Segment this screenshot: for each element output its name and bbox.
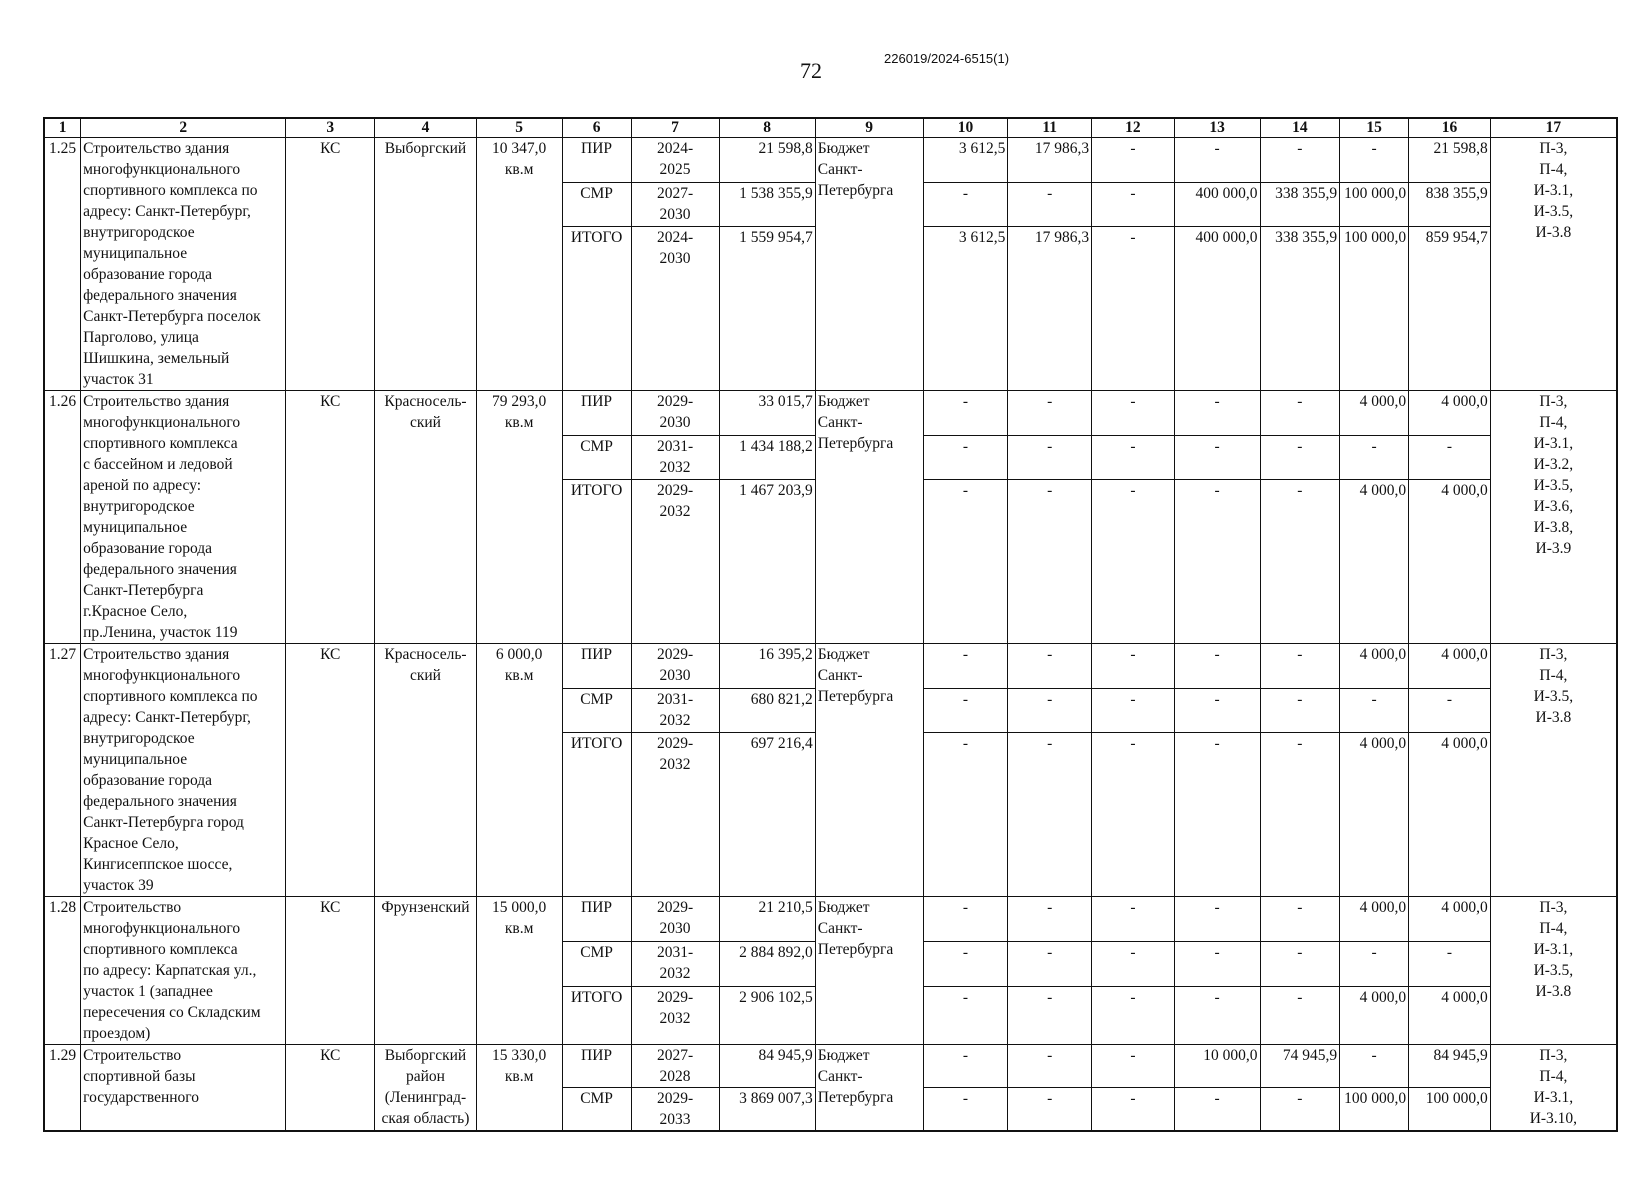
total-cost: 2 884 892,0 [719, 941, 815, 986]
value-14: 338 355,9 [1260, 227, 1340, 391]
measure-codes: П-3, П-4, И-3.5, И-3.8 [1490, 644, 1617, 897]
value-10: - [923, 182, 1008, 227]
value-10: - [923, 435, 1008, 480]
value-10: - [923, 897, 1008, 942]
value-11: - [1008, 1045, 1092, 1088]
value-13: - [1174, 480, 1260, 644]
row-number: 1.27 [44, 644, 81, 897]
total-cost: 16 395,2 [719, 644, 815, 689]
measure-codes: П-3, П-4, И-3.1, И-3.5, И-3.8 [1490, 138, 1617, 391]
value-13: - [1174, 644, 1260, 689]
value-11: - [1008, 733, 1092, 897]
value-13: - [1174, 986, 1260, 1044]
value-10: - [923, 644, 1008, 689]
total-cost: 1 434 188,2 [719, 435, 815, 480]
stage: СМР [562, 435, 631, 480]
value-11: - [1008, 1088, 1092, 1132]
total-cost: 680 821,2 [719, 688, 815, 733]
stage: СМР [562, 1088, 631, 1132]
value-15: - [1340, 688, 1409, 733]
row-number: 1.25 [44, 138, 81, 391]
value-14: 338 355,9 [1260, 182, 1340, 227]
column-header-17: 17 [1490, 118, 1617, 138]
table-row [44, 1045, 1617, 1088]
value-11: - [1008, 480, 1092, 644]
value-14: 74 945,9 [1260, 1045, 1340, 1088]
stage: СМР [562, 182, 631, 227]
object-type: КС [286, 897, 375, 1045]
value-11: - [1008, 688, 1092, 733]
value-15: 4 000,0 [1340, 480, 1409, 644]
header-row [44, 118, 1617, 138]
years: 2029- 2030 [631, 644, 719, 689]
project-name: Строительство здания многофункционального спортивного комплекса по адресу: Санкт-Петербург, внутригородское муниципальное образование города федерального значения Санкт-Петербурга город Красное Село, Кингисеппское шоссе, участок 39 [81, 644, 286, 897]
years: 2029- 2030 [631, 897, 719, 942]
document-code: 226019/2024-6515(1) [884, 51, 1010, 66]
value-15: 4 000,0 [1340, 986, 1409, 1044]
stage: СМР [562, 688, 631, 733]
capacity: 79 293,0 кв.м [476, 391, 562, 644]
value-12: - [1092, 688, 1175, 733]
value-12: - [1092, 435, 1175, 480]
measure-codes: П-3, П-4, И-3.1, И-3.2, И-3.5, И-3.6, И-3.8, И-3.9 [1490, 391, 1617, 644]
table-body [44, 138, 1617, 1132]
value-16: 4 000,0 [1409, 480, 1491, 644]
value-11: - [1008, 986, 1092, 1044]
value-14: - [1260, 986, 1340, 1044]
column-header-11: 11 [1008, 118, 1092, 138]
value-10: - [923, 1088, 1008, 1132]
table-row [44, 897, 1617, 942]
stage: ПИР [562, 1045, 631, 1088]
value-15: - [1340, 941, 1409, 986]
value-15: 100 000,0 [1340, 182, 1409, 227]
value-14: - [1260, 644, 1340, 689]
value-11: - [1008, 941, 1092, 986]
value-13: - [1174, 391, 1260, 436]
value-15: - [1340, 435, 1409, 480]
stage: ИТОГО [562, 986, 631, 1044]
project-name: Строительство здания многофункционального спортивного комплекса по адресу: Санкт-Петербург, внутригородское муниципальное образование города федерального значения Санкт-Петербурга поселок Парголово, улица Шишкина, земельный участок 31 [81, 138, 286, 391]
value-16: 4 000,0 [1409, 897, 1491, 942]
value-14: - [1260, 733, 1340, 897]
row-number: 1.28 [44, 897, 81, 1045]
years: 2027- 2030 [631, 182, 719, 227]
value-14: - [1260, 941, 1340, 986]
value-11: - [1008, 644, 1092, 689]
years: 2031- 2032 [631, 435, 719, 480]
page-number: 72 [800, 58, 822, 83]
years: 2029- 2032 [631, 986, 719, 1044]
value-12: - [1092, 941, 1175, 986]
value-11: - [1008, 182, 1092, 227]
value-16: 4 000,0 [1409, 733, 1491, 897]
column-header-5: 5 [476, 118, 562, 138]
row-number: 1.29 [44, 1045, 81, 1132]
value-13: - [1174, 897, 1260, 942]
value-16: - [1409, 941, 1491, 986]
object-type: КС [286, 644, 375, 897]
value-15: 4 000,0 [1340, 733, 1409, 897]
years: 2031- 2032 [631, 688, 719, 733]
object-type: КС [286, 138, 375, 391]
column-header-3: 3 [286, 118, 375, 138]
value-16: 838 355,9 [1409, 182, 1491, 227]
value-16: 4 000,0 [1409, 391, 1491, 436]
value-13: - [1174, 733, 1260, 897]
years: 2029- 2032 [631, 480, 719, 644]
district: Красносель- ский [375, 391, 477, 644]
object-type: КС [286, 1045, 375, 1132]
table-row [44, 391, 1617, 436]
funding-source: Бюджет Санкт- Петербурга [815, 138, 923, 391]
value-15: - [1340, 1045, 1409, 1088]
years: 2024- 2025 [631, 138, 719, 183]
measure-codes: П-3, П-4, И-3.1, И-3.10, [1490, 1045, 1617, 1132]
value-10: - [923, 688, 1008, 733]
column-header-9: 9 [815, 118, 923, 138]
value-11: - [1008, 391, 1092, 436]
value-12: - [1092, 391, 1175, 436]
total-cost: 3 869 007,3 [719, 1088, 815, 1132]
value-12: - [1092, 480, 1175, 644]
table-row [44, 138, 1617, 183]
value-12: - [1092, 897, 1175, 942]
column-header-4: 4 [375, 118, 477, 138]
value-10: - [923, 480, 1008, 644]
total-cost: 2 906 102,5 [719, 986, 815, 1044]
value-14: - [1260, 480, 1340, 644]
value-15: 100 000,0 [1340, 227, 1409, 391]
column-header-15: 15 [1340, 118, 1409, 138]
project-name: Строительство здания многофункционального спортивного комплекса с бассейном и ледовой ареной по адресу: внутригородское муниципальное образование города федерального значения Санкт-Петербурга г.Красное Село, пр.Ленина, участок 119 [81, 391, 286, 644]
value-15: 100 000,0 [1340, 1088, 1409, 1132]
value-13: - [1174, 688, 1260, 733]
value-12: - [1092, 1045, 1175, 1088]
value-10: 3 612,5 [923, 138, 1008, 183]
value-16: 21 598,8 [1409, 138, 1491, 183]
value-16: - [1409, 688, 1491, 733]
column-header-13: 13 [1174, 118, 1260, 138]
capacity: 15 000,0 кв.м [476, 897, 562, 1045]
value-13: 400 000,0 [1174, 227, 1260, 391]
total-cost: 1 467 203,9 [719, 480, 815, 644]
total-cost: 21 598,8 [719, 138, 815, 183]
column-header-16: 16 [1409, 118, 1491, 138]
capacity: 15 330,0 кв.м [476, 1045, 562, 1132]
object-type: КС [286, 391, 375, 644]
value-10: - [923, 941, 1008, 986]
value-16: 4 000,0 [1409, 644, 1491, 689]
value-16: 859 954,7 [1409, 227, 1491, 391]
value-13: 10 000,0 [1174, 1045, 1260, 1088]
value-11: 17 986,3 [1008, 227, 1092, 391]
capacity: 10 347,0 кв.м [476, 138, 562, 391]
value-14: - [1260, 1088, 1340, 1132]
value-15: 4 000,0 [1340, 391, 1409, 436]
years: 2029- 2033 [631, 1088, 719, 1132]
stage: ПИР [562, 644, 631, 689]
value-12: - [1092, 138, 1175, 183]
years: 2027- 2028 [631, 1045, 719, 1088]
value-14: - [1260, 138, 1340, 183]
district: Выборгский [375, 138, 477, 391]
column-header-1: 1 [44, 118, 81, 138]
value-11: 17 986,3 [1008, 138, 1092, 183]
project-name: Строительство спортивной базы государственного [81, 1045, 286, 1132]
value-12: - [1092, 644, 1175, 689]
total-cost: 1 538 355,9 [719, 182, 815, 227]
total-cost: 1 559 954,7 [719, 227, 815, 391]
value-13: - [1174, 435, 1260, 480]
column-header-2: 2 [81, 118, 286, 138]
table-row [44, 644, 1617, 689]
stage: ИТОГО [562, 227, 631, 391]
total-cost: 84 945,9 [719, 1045, 815, 1088]
stage: ИТОГО [562, 733, 631, 897]
value-13: 400 000,0 [1174, 182, 1260, 227]
row-number: 1.26 [44, 391, 81, 644]
funding-source: Бюджет Санкт- Петербурга [815, 897, 923, 1045]
stage: ПИР [562, 391, 631, 436]
stage: ПИР [562, 897, 631, 942]
stage: СМР [562, 941, 631, 986]
value-13: - [1174, 941, 1260, 986]
funding-source: Бюджет Санкт- Петербурга [815, 391, 923, 644]
value-10: - [923, 733, 1008, 897]
value-16: 4 000,0 [1409, 986, 1491, 1044]
value-12: - [1092, 182, 1175, 227]
district: Красносель- ский [375, 644, 477, 897]
value-10: - [923, 391, 1008, 436]
value-16: - [1409, 435, 1491, 480]
years: 2024- 2030 [631, 227, 719, 391]
funding-source: Бюджет Санкт- Петербурга [815, 644, 923, 897]
column-header-14: 14 [1260, 118, 1340, 138]
total-cost: 697 216,4 [719, 733, 815, 897]
value-14: - [1260, 897, 1340, 942]
value-10: 3 612,5 [923, 227, 1008, 391]
value-15: 4 000,0 [1340, 644, 1409, 689]
value-16: 100 000,0 [1409, 1088, 1491, 1132]
column-header-12: 12 [1092, 118, 1175, 138]
column-header-10: 10 [923, 118, 1008, 138]
value-14: - [1260, 435, 1340, 480]
value-12: - [1092, 227, 1175, 391]
value-14: - [1260, 688, 1340, 733]
stage: ПИР [562, 138, 631, 183]
stage: ИТОГО [562, 480, 631, 644]
funding-source: Бюджет Санкт- Петербурга [815, 1045, 923, 1132]
value-15: 4 000,0 [1340, 897, 1409, 942]
measure-codes: П-3, П-4, И-3.1, И-3.5, И-3.8 [1490, 897, 1617, 1045]
value-11: - [1008, 897, 1092, 942]
project-name: Строительство многофункционального спортивного комплекса по адресу: Карпатская ул., участок 1 (западнее пересечения со Складским проездом) [81, 897, 286, 1045]
value-12: - [1092, 986, 1175, 1044]
total-cost: 21 210,5 [719, 897, 815, 942]
value-10: - [923, 1045, 1008, 1088]
value-11: - [1008, 435, 1092, 480]
value-14: - [1260, 391, 1340, 436]
district: Выборгский район (Ленинград- ская область) [375, 1045, 477, 1132]
district: Фрунзенский [375, 897, 477, 1045]
value-12: - [1092, 733, 1175, 897]
column-header-7: 7 [631, 118, 719, 138]
capacity: 6 000,0 кв.м [476, 644, 562, 897]
years: 2029- 2032 [631, 733, 719, 897]
years: 2031- 2032 [631, 941, 719, 986]
total-cost: 33 015,7 [719, 391, 815, 436]
value-10: - [923, 986, 1008, 1044]
value-13: - [1174, 1088, 1260, 1132]
value-15: - [1340, 138, 1409, 183]
value-12: - [1092, 1088, 1175, 1132]
column-header-8: 8 [719, 118, 815, 138]
project-table [43, 117, 1618, 1132]
column-header-6: 6 [562, 118, 631, 138]
value-13: - [1174, 138, 1260, 183]
value-16: 84 945,9 [1409, 1045, 1491, 1088]
years: 2029- 2030 [631, 391, 719, 436]
